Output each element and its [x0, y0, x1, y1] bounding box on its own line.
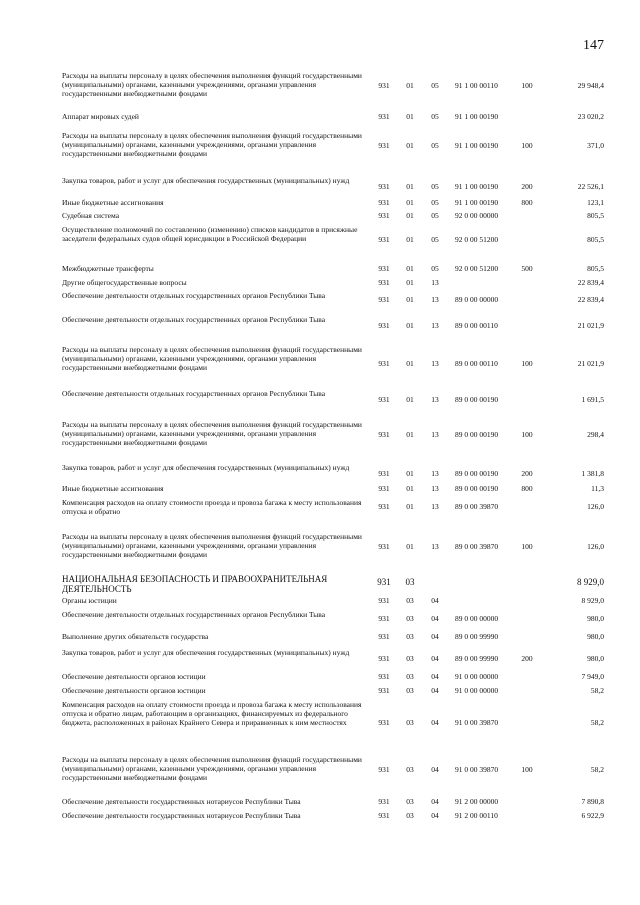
row-code-rz: 01 — [406, 502, 414, 511]
row-name: Закупка товаров, работ и услуг для обеспечения государственных (муниципальных) нужд — [62, 648, 350, 657]
table-row — [0, 71, 640, 98]
row-code-pr: 05 — [431, 198, 439, 207]
row-name: Расходы на выплаты персоналу в целях обеспечения выполнения функций государственными (муниципальными) органами, казенными учреждениями, органами управления государственными внебюджетными фондами — [62, 345, 362, 372]
table-row — [0, 811, 640, 820]
row-code-pr: 04 — [431, 614, 439, 623]
row-code-rz: 01 — [406, 264, 414, 273]
row-code-gr: 931 — [378, 112, 390, 121]
row-code-gr: 931 — [378, 278, 390, 287]
row-code-gr: 931 — [378, 359, 390, 368]
row-code-pr: 04 — [431, 672, 439, 681]
row-sum: 126,0 — [587, 502, 604, 511]
row-code-cs: 91 0 00 39870 — [455, 718, 499, 727]
table-row — [0, 278, 640, 287]
row-name: Выполнение других обязательств государства — [62, 632, 209, 641]
table-row — [0, 700, 640, 745]
row-code-gr: 931 — [378, 632, 390, 641]
row-sum: 6 922,9 — [581, 811, 604, 820]
table-row — [0, 648, 640, 666]
row-name: Другие общегосударственные вопросы — [62, 278, 187, 287]
table-row — [0, 291, 640, 309]
table-row — [0, 610, 640, 628]
row-name: Органы юстиции — [62, 596, 117, 605]
row-code-gr: 931 — [378, 295, 390, 304]
row-code-gr: 931 — [378, 141, 390, 150]
row-code-pr: 05 — [431, 211, 439, 220]
row-code-rz: 03 — [405, 577, 415, 587]
row-code-pr: 05 — [431, 182, 439, 191]
table-row — [0, 596, 640, 605]
row-code-gr: 931 — [378, 596, 390, 605]
row-code-pr: 05 — [431, 264, 439, 273]
row-sum: 8 929,0 — [581, 596, 604, 605]
row-name: Закупка товаров, работ и услуг для обеспечения государственных (муниципальных) нужд — [62, 176, 350, 185]
row-code-rz: 03 — [406, 672, 414, 681]
row-code-gr: 931 — [378, 182, 390, 191]
row-code-vr: 100 — [521, 542, 533, 551]
row-code-cs: 89 0 00 39870 — [455, 502, 499, 511]
row-sum: 8 929,0 — [577, 577, 604, 587]
row-code-pr: 04 — [431, 596, 439, 605]
row-sum: 980,0 — [587, 632, 604, 641]
row-code-rz: 01 — [406, 542, 414, 551]
row-name: Расходы на выплаты персоналу в целях обеспечения выполнения функций государственными (муниципальными) органами, казенными учреждениями, органами управления государственными внебюджетными фондами — [62, 420, 362, 447]
row-sum: 371,0 — [587, 141, 604, 150]
row-code-pr: 13 — [431, 469, 439, 478]
row-code-rz: 01 — [406, 235, 414, 244]
row-code-cs: 89 0 00 99990 — [455, 632, 499, 641]
row-name: Обеспечение деятельности отдельных государственных органов Республики Тыва — [62, 291, 326, 300]
row-name: Иные бюджетные ассигнования — [62, 484, 164, 493]
row-code-pr: 13 — [431, 278, 439, 287]
row-code-cs: 92 0 00 00000 — [455, 211, 499, 220]
row-code-vr: 200 — [521, 654, 533, 663]
table-row — [0, 198, 640, 207]
row-sum: 22 839,4 — [577, 295, 604, 304]
row-code-gr: 931 — [378, 502, 390, 511]
row-name: Компенсация расходов на оплату стоимости проезда и провоза багажа к месту использования отпуска и обратно лицам, работающим в организациях, финансируемых из федерального бюджета, расположенных в районах Крайнего Севера и приравненных к ним местностях — [62, 700, 362, 727]
table-row — [0, 389, 640, 407]
row-code-pr: 04 — [431, 797, 439, 806]
row-name: Обеспечение деятельности отдельных государственных органов Республики Тыва — [62, 610, 326, 619]
table-row — [0, 176, 640, 194]
row-sum: 58,2 — [590, 686, 604, 695]
row-name: Иные бюджетные ассигнования — [62, 198, 164, 207]
row-name: Аппарат мировых судей — [62, 112, 139, 121]
table-row — [0, 484, 640, 493]
row-sum: 1 691,5 — [581, 395, 604, 404]
row-code-rz: 01 — [406, 359, 414, 368]
row-name: Расходы на выплаты персоналу в целях обеспечения выполнения функций государственными (муниципальными) органами, казенными учреждениями, органами управления государственными внебюджетными фондами — [62, 532, 362, 559]
row-code-vr: 800 — [521, 198, 533, 207]
row-sum: 29 948,4 — [577, 81, 604, 90]
row-code-pr: 13 — [431, 359, 439, 368]
row-code-gr: 931 — [378, 797, 390, 806]
table-row — [0, 420, 640, 447]
row-code-gr: 931 — [378, 235, 390, 244]
row-name: Обеспечение деятельности государственных нотариусов Республики Тыва — [62, 811, 301, 820]
row-code-vr: 800 — [521, 484, 533, 493]
row-code-rz: 03 — [406, 614, 414, 623]
row-code-rz: 03 — [406, 718, 414, 727]
row-sum: 22 526,1 — [577, 182, 604, 191]
row-sum: 805,5 — [587, 235, 604, 244]
row-code-rz: 01 — [406, 484, 414, 493]
row-code-vr: 100 — [521, 765, 533, 774]
row-code-pr: 13 — [431, 430, 439, 439]
row-code-pr: 13 — [431, 395, 439, 404]
row-code-gr: 931 — [378, 811, 390, 820]
row-code-rz: 03 — [406, 596, 414, 605]
row-code-vr: 100 — [521, 359, 533, 368]
table-row — [0, 345, 640, 372]
row-name: НАЦИОНАЛЬНАЯ БЕЗОПАСНОСТЬ И ПРАВООХРАНИТЕЛЬНАЯ ДЕЯТЕЛЬНОСТЬ — [62, 574, 328, 594]
row-code-vr: 200 — [521, 182, 533, 191]
row-name: Судебная система — [62, 211, 120, 220]
row-name: Компенсация расходов на оплату стоимости проезда и провоза багажа к месту использования отпуска и обратно — [62, 498, 362, 516]
row-code-gr: 931 — [378, 430, 390, 439]
table-row — [0, 463, 640, 481]
row-code-gr: 931 — [378, 469, 390, 478]
row-code-cs: 92 0 00 51200 — [455, 235, 499, 244]
row-code-pr: 05 — [431, 112, 439, 121]
row-code-pr: 04 — [431, 654, 439, 663]
row-code-cs: 91 1 00 00190 — [455, 198, 499, 207]
row-code-cs: 91 1 00 00190 — [455, 141, 499, 150]
row-code-cs: 89 0 00 00000 — [455, 295, 499, 304]
row-code-gr: 931 — [378, 654, 390, 663]
row-code-cs: 92 0 00 51200 — [455, 264, 499, 273]
row-code-rz: 01 — [406, 81, 414, 90]
row-code-pr: 04 — [431, 686, 439, 695]
row-code-cs: 91 1 00 00190 — [455, 112, 499, 121]
row-code-pr: 04 — [431, 811, 439, 820]
row-code-pr: 04 — [431, 718, 439, 727]
row-code-pr: 13 — [431, 542, 439, 551]
row-code-gr: 931 — [378, 718, 390, 727]
row-code-rz: 01 — [406, 211, 414, 220]
row-code-pr: 05 — [431, 81, 439, 90]
table-row — [0, 225, 640, 252]
row-code-rz: 03 — [406, 811, 414, 820]
row-code-pr: 05 — [431, 141, 439, 150]
row-code-rz: 01 — [406, 469, 414, 478]
row-sum: 805,5 — [587, 211, 604, 220]
row-code-pr: 13 — [431, 484, 439, 493]
table-row — [0, 574, 640, 594]
row-code-rz: 03 — [406, 686, 414, 695]
table-row — [0, 498, 640, 516]
row-code-cs: 91 1 00 00110 — [455, 81, 498, 90]
table-row — [0, 112, 640, 121]
row-code-gr: 931 — [378, 484, 390, 493]
row-sum: 21 021,9 — [577, 321, 604, 330]
row-name: Обеспечение деятельности государственных нотариусов Республики Тыва — [62, 797, 301, 806]
row-sum: 980,0 — [587, 614, 604, 623]
table-row — [0, 131, 640, 158]
row-code-rz: 01 — [406, 321, 414, 330]
row-sum: 7 890,8 — [581, 797, 604, 806]
row-name: Закупка товаров, работ и услуг для обеспечения государственных (муниципальных) нужд — [62, 463, 350, 472]
row-sum: 21 021,9 — [577, 359, 604, 368]
row-code-gr: 931 — [378, 686, 390, 695]
row-sum: 23 020,2 — [577, 112, 604, 121]
row-name: Обеспечение деятельности органов юстиции — [62, 672, 206, 681]
row-name: Расходы на выплаты персоналу в целях обеспечения выполнения функций государственными (муниципальными) органами, казенными учреждениями, органами управления государственными внебюджетными фондами — [62, 755, 362, 782]
row-code-gr: 931 — [378, 211, 390, 220]
row-code-pr: 13 — [431, 321, 439, 330]
row-code-rz: 01 — [406, 198, 414, 207]
row-sum: 7 949,0 — [581, 672, 604, 681]
row-code-rz: 01 — [406, 295, 414, 304]
table-row — [0, 672, 640, 681]
row-code-rz: 03 — [406, 632, 414, 641]
row-code-rz: 03 — [406, 765, 414, 774]
table-row — [0, 755, 640, 782]
row-sum: 805,5 — [587, 264, 604, 273]
table-row — [0, 315, 640, 333]
row-code-cs: 89 0 00 00000 — [455, 614, 499, 623]
table-row — [0, 686, 640, 695]
row-code-gr: 931 — [378, 198, 390, 207]
row-code-rz: 01 — [406, 430, 414, 439]
row-code-rz: 03 — [406, 797, 414, 806]
row-sum: 123,1 — [587, 198, 604, 207]
row-code-rz: 01 — [406, 141, 414, 150]
row-code-vr: 100 — [521, 81, 533, 90]
row-sum: 58,2 — [590, 718, 604, 727]
row-code-cs: 91 0 00 39870 — [455, 765, 499, 774]
row-sum: 58,2 — [590, 765, 604, 774]
row-code-rz: 01 — [406, 182, 414, 191]
page-number: 147 — [583, 38, 604, 53]
row-name: Расходы на выплаты персоналу в целях обеспечения выполнения функций государственными (муниципальными) органами, казенными учреждениями, органами управления государственными внебюджетными фондами — [62, 71, 362, 98]
row-code-pr: 04 — [431, 632, 439, 641]
row-code-rz: 01 — [406, 395, 414, 404]
row-code-gr: 931 — [378, 321, 390, 330]
row-code-gr: 931 — [378, 81, 390, 90]
row-name: Обеспечение деятельности отдельных государственных органов Республики Тыва — [62, 315, 326, 324]
table-row — [0, 797, 640, 806]
row-code-rz: 03 — [406, 654, 414, 663]
row-name: Расходы на выплаты персоналу в целях обеспечения выполнения функций государственными (муниципальными) органами, казенными учреждениями, органами управления государственными внебюджетными фондами — [62, 131, 362, 158]
row-code-cs: 91 0 00 00000 — [455, 686, 499, 695]
row-sum: 980,0 — [587, 654, 604, 663]
row-code-pr: 05 — [431, 235, 439, 244]
table-row — [0, 264, 640, 273]
table-row — [0, 211, 640, 220]
row-sum: 298,4 — [587, 430, 604, 439]
row-name: Осуществление полномочий по составлению (изменению) списков кандидатов в присяжные заседатели федеральных судов общей юрисдикции в Российской Федерации — [62, 225, 358, 243]
row-code-cs: 89 0 00 39870 — [455, 542, 499, 551]
row-code-gr: 931 — [378, 542, 390, 551]
row-code-cs: 91 1 00 00190 — [455, 182, 499, 191]
row-sum: 22 839,4 — [577, 278, 604, 287]
row-code-cs: 91 2 00 00110 — [455, 811, 498, 820]
row-sum: 1 381,8 — [581, 469, 604, 478]
row-sum: 11,3 — [591, 484, 604, 493]
row-sum: 126,0 — [587, 542, 604, 551]
row-code-cs: 89 0 00 99990 — [455, 654, 499, 663]
row-code-cs: 91 0 00 00000 — [455, 672, 499, 681]
row-code-gr: 931 — [378, 672, 390, 681]
table-row — [0, 532, 640, 559]
row-code-pr: 04 — [431, 765, 439, 774]
row-code-cs: 89 0 00 00110 — [455, 321, 498, 330]
row-code-rz: 01 — [406, 278, 414, 287]
row-code-vr: 500 — [521, 264, 533, 273]
row-code-cs: 89 0 00 00190 — [455, 430, 499, 439]
row-code-cs: 89 0 00 00190 — [455, 484, 499, 493]
row-code-pr: 13 — [431, 295, 439, 304]
row-code-gr: 931 — [378, 614, 390, 623]
row-code-vr: 100 — [521, 430, 533, 439]
row-name: Обеспечение деятельности органов юстиции — [62, 686, 206, 695]
row-code-gr: 931 — [378, 264, 390, 273]
row-name: Обеспечение деятельности отдельных государственных органов Республики Тыва — [62, 389, 326, 398]
row-code-vr: 200 — [521, 469, 533, 478]
row-code-vr: 100 — [521, 141, 533, 150]
row-code-cs: 91 2 00 00000 — [455, 797, 499, 806]
row-code-gr: 931 — [378, 765, 390, 774]
table-row — [0, 632, 640, 641]
row-code-gr: 931 — [377, 577, 391, 587]
row-code-cs: 89 0 00 00190 — [455, 395, 499, 404]
row-code-gr: 931 — [378, 395, 390, 404]
row-code-cs: 89 0 00 00110 — [455, 359, 498, 368]
row-code-cs: 89 0 00 00190 — [455, 469, 499, 478]
row-code-pr: 13 — [431, 502, 439, 511]
row-code-rz: 01 — [406, 112, 414, 121]
row-name: Межбюджетные трансферты — [62, 264, 154, 273]
